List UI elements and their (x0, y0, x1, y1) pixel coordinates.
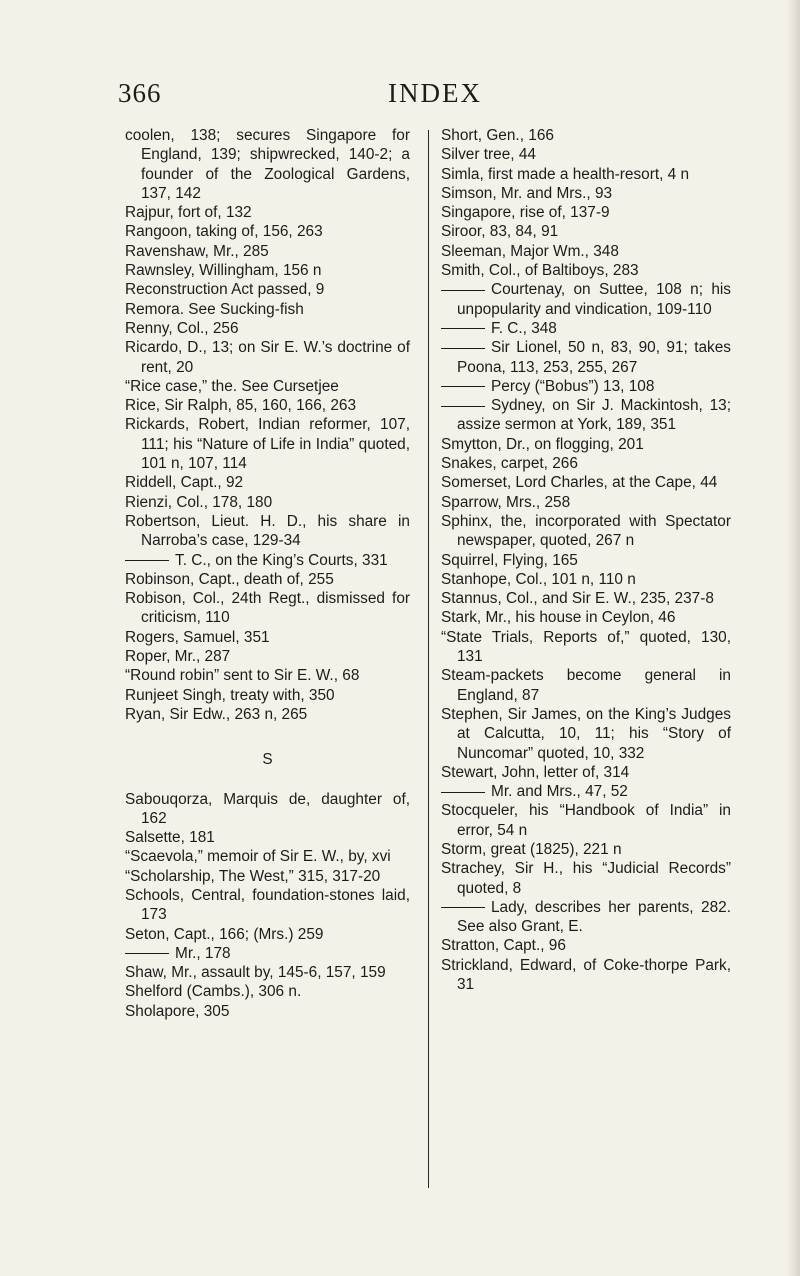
index-entry: Snakes, carpet, 266 (441, 455, 578, 473)
ditto-dash (441, 348, 485, 349)
index-entry: Stark, Mr., his house in Ceylon, 46 (441, 609, 676, 627)
subentry-text: Mr., 178 (175, 944, 231, 962)
ditto-dash (125, 953, 169, 954)
index-entry: Sphinx, the, incorporated with Spectator newspaper, quoted, 267 n (441, 512, 731, 550)
index-entry: “Rice case,” the. See Cursetjee (125, 377, 339, 395)
subentry-text: F. C., 348 (491, 319, 557, 337)
ditto-dash (441, 907, 485, 908)
subentry-text: Mr. and Mrs., 47, 52 (491, 783, 628, 801)
index-entry: Siroor, 83, 84, 91 (441, 223, 559, 241)
index-entry: Steam-packets become general in England, 87 (441, 667, 731, 704)
index-entry: Simson, Mr. and Mrs., 93 (441, 184, 613, 202)
index-subentry (441, 898, 731, 937)
subentry-text: Percy (“Bobus”) 13, 108 (491, 377, 655, 395)
index-entry: Riddell, Capt., 92 (125, 474, 244, 492)
index-entry: “Scholarship, The West,” 315, 317-20 (125, 867, 381, 885)
index-entry: coolen, 138; secures Singapore for England, 139; shipwrecked, 140-2; a founder of the Zoological Gardens, 137, 142 (125, 127, 410, 202)
index-entry: Ryan, Sir Edw., 263 n, 265 (125, 705, 308, 723)
index-entry: Simla, first made a health-resort, 4 n (441, 165, 690, 183)
index-entry: “Round robin” sent to Sir E. W., 68 (125, 667, 360, 685)
index-entry: “State Trials, Reports of,” quoted, 130, 131 (441, 628, 731, 666)
right-column (441, 126, 731, 994)
index-entry: Stannus, Col., and Sir E. W., 235, 237-8 (441, 590, 714, 608)
index-entry: Remora. See Sucking-fish (125, 300, 304, 318)
index-entry: Sleeman, Major Wm., 348 (441, 242, 619, 260)
index-entry: Rice, Sir Ralph, 85, 160, 166, 263 (125, 397, 357, 415)
index-subentry (441, 377, 731, 396)
index-entry: Rangoon, taking of, 156, 263 (125, 223, 323, 241)
subentry-text: Sir Lionel, 50 n, 83, 90, 91; takes Poona, 113, 253, 255, 267 (457, 339, 731, 376)
index-entry: Robinson, Capt., death of, 255 (125, 570, 334, 588)
index-subentry (441, 319, 731, 338)
ditto-dash (441, 290, 485, 291)
subentry-text: Lady, describes her parents, 282. See also Grant, E. (457, 898, 731, 936)
index-entry: Short, Gen., 166 (441, 127, 554, 144)
page-number: 366 (118, 78, 162, 108)
index-entry: Smith, Col., of Baltiboys, 283 (441, 262, 639, 280)
index-entry: Robertson, Lieut. H. D., his share in Narroba’s case, 129-34 (125, 512, 410, 550)
index-entry: Stratton, Capt., 96 (441, 937, 566, 955)
index-subentry (441, 782, 731, 801)
index-entry: Stocqueler, his “Handbook of India” in error, 54 n (441, 802, 731, 839)
index-entry: Sabouqorza, Marquis de, daughter of, 162 (125, 790, 410, 827)
ditto-dash (441, 386, 485, 387)
index-entry: Ravenshaw, Mr., 285 (125, 242, 269, 260)
index-entry: Roper, Mr., 287 (125, 648, 231, 666)
column-divider (428, 130, 429, 1188)
index-entry: Reconstruction Act passed, 9 (125, 281, 325, 299)
index-entry: Schools, Central, foundation-stones laid, 173 (125, 886, 410, 924)
ditto-dash (441, 328, 485, 329)
subentry-text: Sydney, on Sir J. Mackintosh, 13; assize sermon at York, 189, 351 (457, 397, 731, 434)
index-subentry (441, 280, 731, 319)
page-header (0, 78, 800, 118)
ditto-dash (441, 406, 485, 407)
section-letter: S (262, 751, 273, 769)
index-entry: Squirrel, Flying, 165 (441, 551, 578, 569)
index-entry: Stewart, John, letter of, 314 (441, 763, 630, 781)
left-column (125, 126, 410, 1021)
ditto-dash (125, 560, 169, 561)
index-entry: “Scaevola,” memoir of Sir E. W., by, xvi (125, 848, 391, 866)
index-entry: Strickland, Edward, of Coke-thorpe Park, 31 (441, 956, 731, 994)
index-entry: Singapore, rise of, 137-9 (441, 204, 610, 222)
index-entry: Robison, Col., 24th Regt., dismissed for criticism, 110 (125, 590, 410, 627)
index-entry: Shaw, Mr., assault by, 145-6, 157, 159 (125, 964, 386, 982)
index-entry: Seton, Capt., 166; (Mrs.) 259 (125, 925, 324, 943)
index-entry: Sparrow, Mrs., 258 (441, 493, 571, 511)
index-entry: Shelford (Cambs.), 306 n. (125, 983, 302, 1001)
index-entry: Storm, great (1825), 221 n (441, 840, 622, 858)
page-title: INDEX (388, 78, 482, 108)
index-entry: Renny, Col., 256 (125, 319, 239, 337)
page-edge-shadow (786, 0, 800, 1276)
subentry-text: T. C., on the King’s Courts, 331 (175, 551, 388, 569)
index-entry: Stanhope, Col., 101 n, 110 n (441, 570, 636, 588)
index-entry: Runjeet Singh, treaty with, 350 (125, 686, 335, 704)
index-subentry (125, 551, 410, 570)
index-entry: Rogers, Samuel, 351 (125, 628, 270, 646)
index-entry: Rienzi, Col., 178, 180 (125, 493, 273, 511)
index-entry: Smytton, Dr., on flogging, 201 (441, 435, 644, 453)
index-entry: Rajpur, fort of, 132 (125, 204, 252, 222)
subentry-text: Courtenay, on Suttee, 108 n; his unpopularity and vindication, 109-110 (457, 281, 731, 318)
index-entry: Rickards, Robert, Indian reformer, 107, 111; his “Nature of Life in India” quoted, 101 n, 107, 114 (125, 416, 410, 473)
index-entry: Rawnsley, Willingham, 156 n (125, 262, 322, 280)
index-entry: Sholapore, 305 (125, 1002, 230, 1020)
index-entry: Strachey, Sir H., his “Judicial Records” quoted, 8 (441, 860, 731, 897)
index-entry: Ricardo, D., 13; on Sir E. W.’s doctrine of rent, 20 (125, 339, 410, 376)
index-entry: Silver tree, 44 (441, 146, 536, 164)
index-subentry (125, 944, 410, 963)
index-subentry (441, 396, 731, 435)
ditto-dash (441, 792, 485, 793)
index-entry: Salsette, 181 (125, 829, 215, 847)
index-entry: Stephen, Sir James, on the King’s Judges at Calcutta, 10, 11; his “Story of Nuncomar” quoted, 10, 332 (441, 705, 731, 762)
index-entry: Somerset, Lord Charles, at the Cape, 44 (441, 474, 718, 492)
index-subentry (441, 338, 731, 377)
